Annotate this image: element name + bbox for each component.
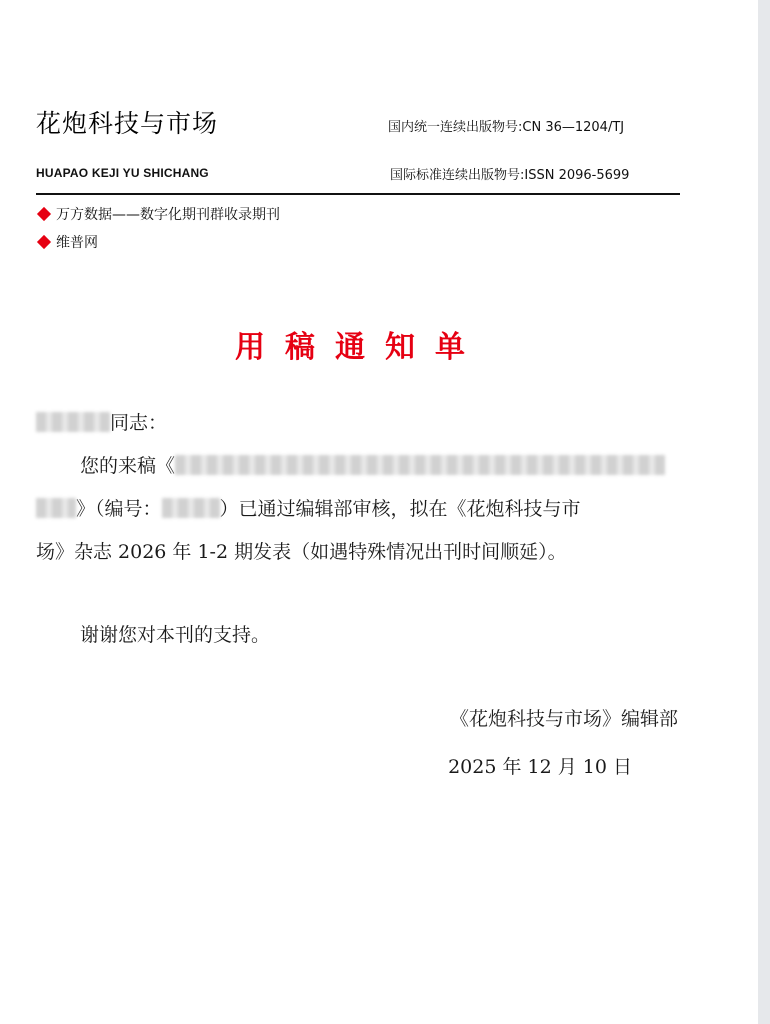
- header-divider: [36, 193, 680, 195]
- thanks-line: 谢谢您对本刊的支持。: [80, 624, 271, 646]
- line1-prefix: 您的来稿《: [80, 455, 176, 477]
- redacted-article-title-end: [36, 498, 76, 518]
- body-line-1: [36, 453, 724, 479]
- issn-number: 国际标准连续出版物号:ISSN 2096-5699: [390, 168, 630, 183]
- signature-date: 2025 年 12 月 10 日: [448, 756, 632, 778]
- redacted-manuscript-number: [162, 498, 220, 518]
- redacted-name: [36, 412, 110, 432]
- indexing-label: 万方数据——数字化期刊群收录期刊: [56, 207, 280, 223]
- indexing-item-weipu: [36, 232, 98, 252]
- indexing-item-wanfang: [36, 204, 280, 224]
- body-line-3: 场》杂志 2026 年 1-2 期发表（如遇特殊情况出刊时间顺延）。: [36, 541, 567, 563]
- red-diamond-icon: [37, 207, 51, 221]
- salutation: [36, 410, 680, 436]
- redacted-article-title: [175, 455, 665, 475]
- body-line-2: [36, 496, 680, 522]
- red-diamond-icon: [37, 235, 51, 249]
- journal-title-en: HUAPAO KEJI YU SHICHANG: [36, 166, 209, 180]
- notice-title: 用稿通知单: [235, 330, 485, 365]
- line2-rest: ）已通过编辑部审核，拟在《花炮科技与市: [219, 498, 581, 520]
- signature-department: 《花炮科技与市场》编辑部: [449, 708, 678, 730]
- line2-close: 》（编号：: [76, 498, 162, 520]
- scroll-gutter: [758, 0, 770, 1024]
- journal-title-cn: 花炮科技与市场: [36, 109, 219, 138]
- cn-number: 国内统一连续出版物号:CN 36—1204/TJ: [388, 120, 625, 135]
- salutation-suffix: 同志：: [110, 412, 168, 434]
- indexing-label: 维普网: [56, 235, 98, 251]
